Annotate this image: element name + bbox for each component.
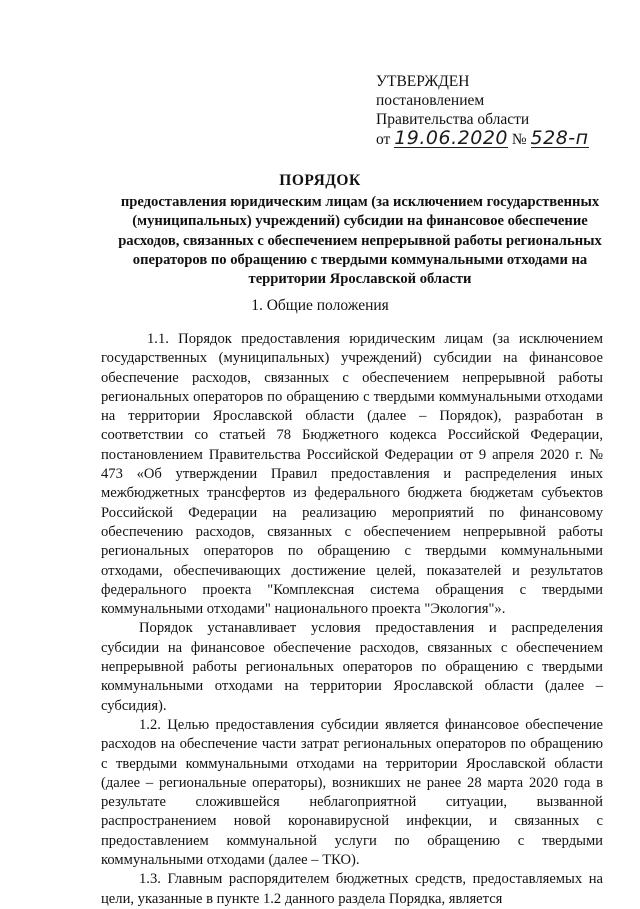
approval-date-number-line <box>376 129 626 149</box>
paragraph-1-1: 1.1. Порядок предоставления юридическим лицам (за исключением государственных (муниципальных) учреждений) субсидии на финансовое обеспечение расходов, связанных с обеспечением непрерывной работы региональных операторов по обращению с твердыми коммунальными отходами на территории Ярославской области (далее – Порядок), разработан в соответствии со статьей 78 Бюджетного кодекса Российской Федерации, постановлением Правительства Российской Федерации от 9 апреля 2020 г. № 473 «Об утверждении Правил предоставления и распределения иных межбюджетных трансфертов из федерального бюджета бюджетам субъектов Российской Федерации на реализацию мероприятий по финансовому обеспечению расходов, связанных с обеспечением непрерывной работы региональных операторов по обращению с твердыми коммунальными отходами, обеспечивающих достижение целей, показателей и результатов федерального проекта "Комплексная система обращения с твердыми коммунальными отходами" национального проекта "Экология"». <box>101 331 603 618</box>
date-prefix: от <box>376 131 391 148</box>
paragraph-1-2: 1.2. Целью предоставления субсидии является финансовое обеспечение расходов на обеспечение части затрат региональных операторов по обращению с твердыми коммунальными отходами на территории Ярославской области (далее – региональные операторы), возникших не ранее 28 марта 2020 года в результате сложившейся неблагоприятной ситуации, вызванной распространением новой коронавирусной инфекции, и связанных с предоставлением коммунальной услуги по обращению с твердыми коммунальными отходами (далее – ТКО). <box>101 716 603 869</box>
document-subtitle: предоставления юридическим лицам (за исключением государственных (муниципальных) учреждений) субсидии на финансовое обеспечение расходов, связанных с обеспечением непрерывной работы региональных операторов по обращению с твердыми коммунальными отходами на территории Ярославской области <box>118 194 602 288</box>
number-sign: № <box>511 131 527 148</box>
paragraph-1-3: 1.3. Главным распорядителем бюджетных средств, предоставляемых на цели, указанные в пункте 1.2 данного раздела Порядка, является <box>101 871 603 907</box>
approval-line-resolution: постановлением <box>376 92 485 109</box>
document-title: ПОРЯДОК <box>279 172 361 189</box>
approval-title: УТВЕРЖДЕН <box>376 73 470 90</box>
handwritten-date: 19.06.2020 <box>394 127 508 149</box>
paragraph-order-scope: Порядок устанавливает условия предоставления и распределения субсидии на финансовое обеспечение расходов, связанных с обеспечением непрерывной работы региональных операторов по обращению с твердыми коммунальными отходами на территории Ярославской области (далее – субсидия). <box>101 620 603 714</box>
approval-stamp-block <box>376 72 626 149</box>
handwritten-number: 528-п <box>530 127 589 149</box>
document-body <box>101 330 603 909</box>
section-heading: 1. Общие положения <box>251 297 389 314</box>
approval-line-government: Правительства области <box>376 111 530 128</box>
